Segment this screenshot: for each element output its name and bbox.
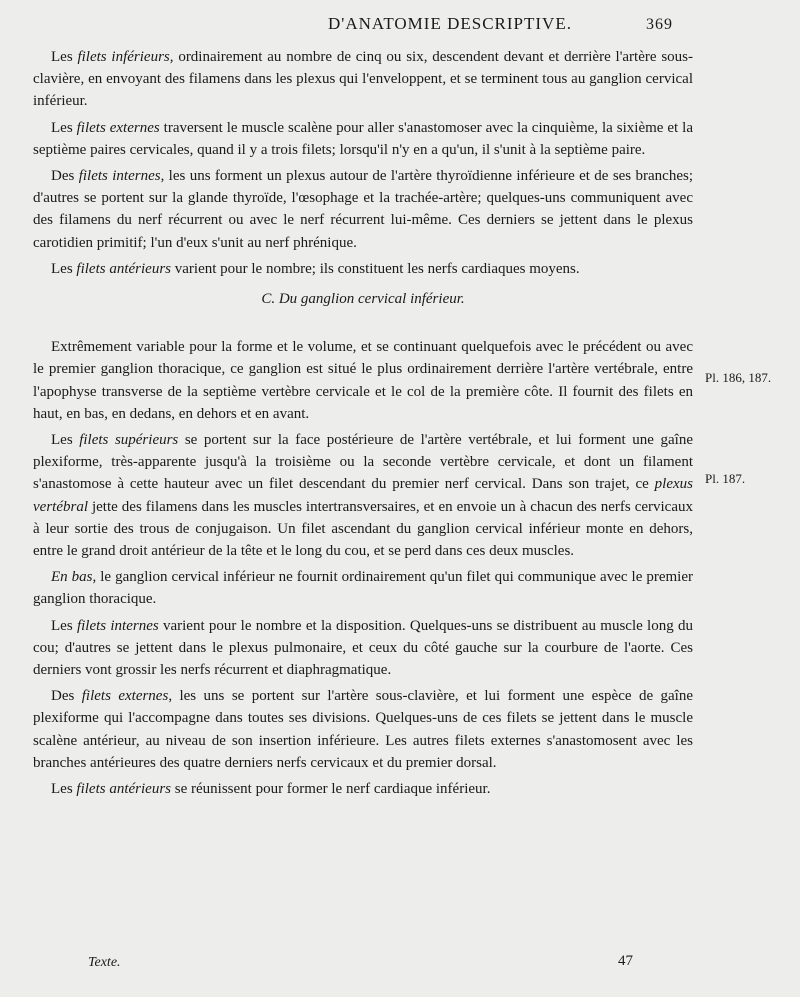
- p9-emphasis: filets externes: [81, 688, 169, 705]
- p10-emphasis: filets antérieurs: [76, 781, 171, 798]
- margin-note-plate-186-187: Pl. 186, 187.: [705, 370, 772, 385]
- signature-mark: Texte.: [88, 955, 121, 970]
- paragraph-4: [33, 258, 693, 280]
- p7-text: , le ganglion cervical inférieur ne fournit ordinairement qu'un filet qui communique avec le premier ganglion thoracique.: [33, 569, 693, 608]
- p6-text-a: se portent sur la face postérieure de l'artère vertébrale, et lui forment une gaîne plexiforme, très-apparente jusqu'à la troisième ou la seconde vertèbre cervicale, et dont un filament s'anastomose à cette hauteur avec un filet descendant du premier nerf cervical. Dans son trajet, ce: [33, 432, 693, 493]
- margin-note-plate-187: Pl. 187.: [705, 471, 746, 486]
- section-subheading: C. Du ganglion cervical inférieur.: [261, 291, 465, 308]
- paragraph-5: Extrêmement variable pour la forme et le volume, et se continuant quelquefois avec le précédent ou avec le premier ganglion thoracique, ce ganglion est situé le plus ordinairement derrière l'artère vertébrale, entre l'apophyse transverse de la septième vertèbre cervicale et le col de la première côte. Il fournit des filets en haut, en bas, en dedans, en dehors et en avant.: [33, 339, 693, 422]
- p1-text: , ordinairement au nombre de cinq ou six, descendent devant et derrière l'artère sous-clavière, en envoyant des filamens dans les plexus qui l'enveloppent, et se terminent tous au ganglion cervical inférieur.: [33, 49, 693, 110]
- p1-emphasis: filets inférieurs: [77, 49, 170, 65]
- p2-lead: Les: [51, 119, 77, 136]
- p8-emphasis: filets internes: [76, 617, 159, 634]
- p3-lead: Des: [51, 168, 79, 185]
- p9-text: , les uns se portent sur l'artère sous-clavière, et lui forment une espèce de gaîne plexiforme qui l'accompagne dans toutes ses divisions. Quelques-uns de ces filets se jettent dans le muscle scalène antérieur, au niveau de son insertion inférieure. Les autres filets externes s'anastomosent avec les branches antérieures des quatre derniers nerfs cervicaux et du premier dorsal.: [33, 688, 694, 771]
- paragraph-6: [33, 429, 693, 562]
- paragraph-3: [33, 165, 693, 254]
- p6-emphasis-2: plexus vertébral: [33, 476, 693, 515]
- p2-text: traversent le muscle scalène pour aller s'anastomoser avec la cinquième, la sixième et la septième paires cervicales, quand il y a trois filets; lorsqu'il n'y en a qu'un, il s'unit à la septième paire.: [33, 119, 693, 158]
- p1-lead: Les: [51, 49, 78, 65]
- paragraph-8: [33, 615, 693, 682]
- p4-emphasis: filets antérieurs: [76, 260, 171, 277]
- paragraph-2: [33, 117, 693, 161]
- paragraph-9: [33, 685, 693, 774]
- p8-lead: Les: [51, 617, 77, 634]
- p8-text: varient pour le nombre et la disposition. Quelques-uns se distribuent au muscle long du cou; d'autres se jettent dans le plexus pulmonaire, et ceux du côté gauche sur la courbure de l'aorte. Ces derniers vont grossir les nerfs récurrent et diaphragmatique.: [33, 617, 693, 679]
- p4-lead: Les: [51, 260, 77, 277]
- paragraph-10: [33, 778, 693, 800]
- p7-emphasis: En bas: [51, 569, 93, 586]
- p6-emphasis: filets supérieurs: [79, 432, 179, 449]
- p2-emphasis: filets externes: [76, 119, 160, 136]
- p6-text-b: jette des filamens dans les muscles intertransversaires, et en envoie un à chacun des nerfs cervicaux à leur sortie des trous de conjugaison. Un filet ascendant du ganglion cervical inférieur monte en dehors, entre le grand droit antérieur de la tête et le long du cou, et se perd dans ces deux muscles.: [33, 498, 693, 560]
- p3-emphasis: filets internes: [78, 168, 161, 185]
- p3-text: , les uns forment un plexus autour de l'artère thyroïdienne inférieure et de ses branches; d'autres se portent sur la glande thyroïde, l'œsophage et la trachée-artère; quelques-uns communiquent avec des filamens du nerf récurrent ou avec le nerf récurrent lui-même. Ces derniers se jettent dans le plexus carotidien primitif; l'un d'eux s'unit au nerf phrénique.: [33, 168, 693, 251]
- running-header: D'ANATOMIE DESCRIPTIVE.: [328, 14, 572, 33]
- p9-lead: Des: [51, 688, 82, 705]
- p4-text: varient pour le nombre; ils constituent les nerfs cardiaques moyens.: [171, 260, 580, 277]
- text-body: [33, 46, 693, 804]
- sheet-number: 47: [618, 953, 633, 969]
- p10-text: se réunissent pour former le nerf cardiaque inférieur.: [171, 781, 491, 798]
- p10-lead: Les: [51, 781, 77, 798]
- p6-lead: Les: [51, 432, 80, 449]
- paragraph-7: [33, 566, 693, 610]
- page-number: 369: [646, 16, 673, 33]
- paragraph-1: [33, 46, 693, 113]
